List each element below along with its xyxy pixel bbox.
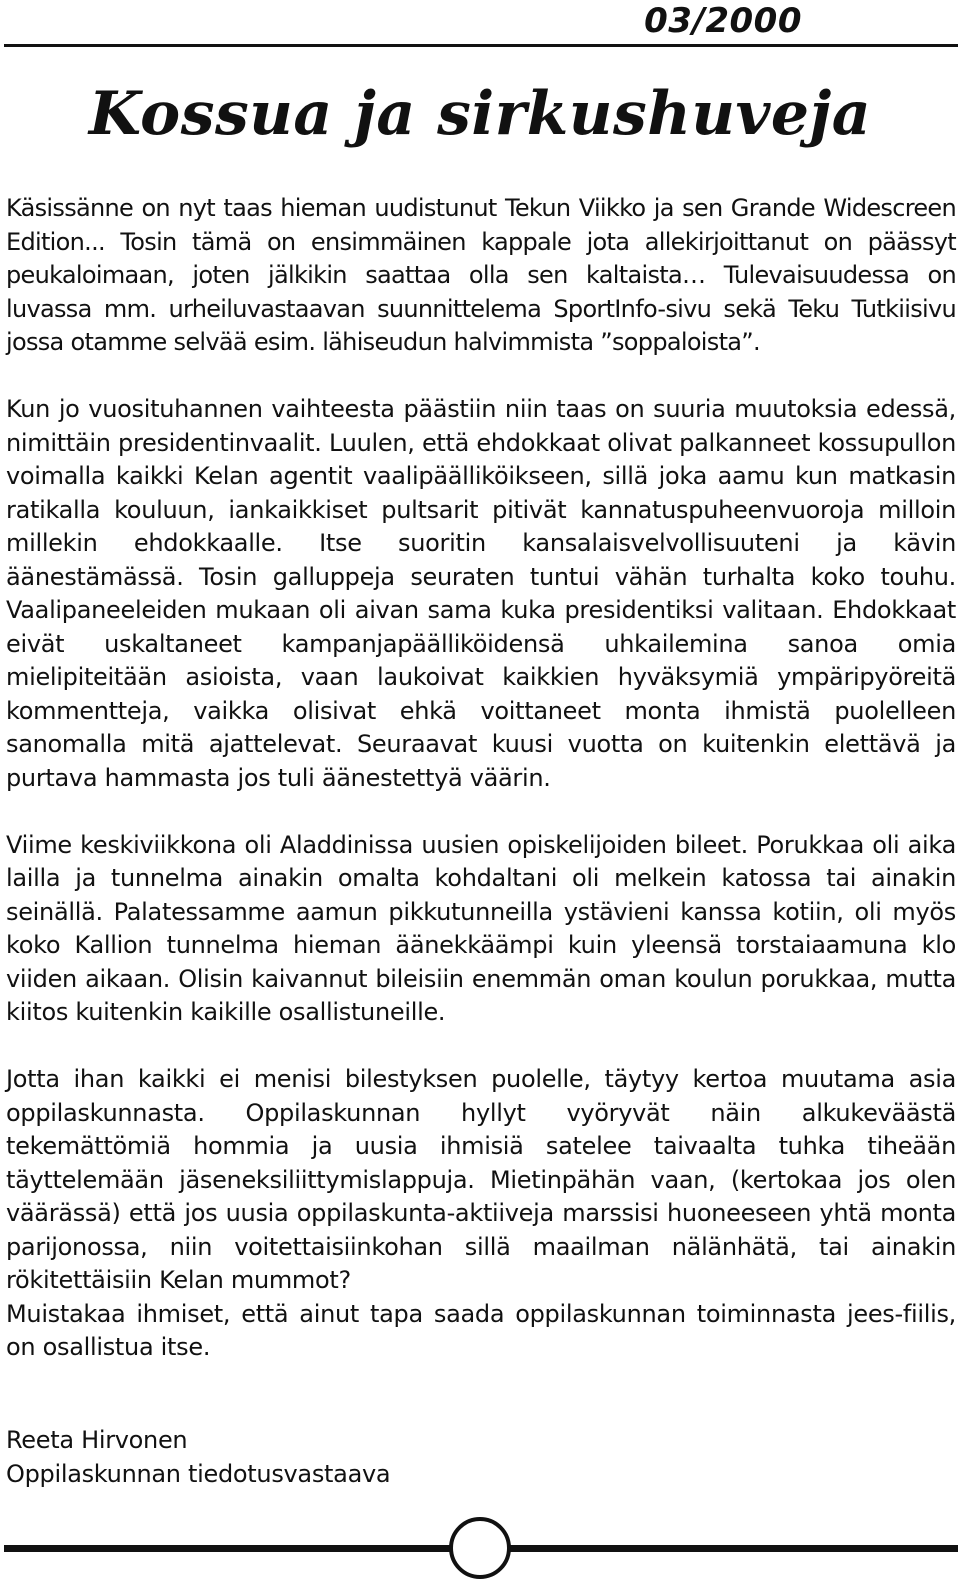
footer-circle-ornament [449, 1517, 511, 1579]
paragraph-intro: Käsissänne on nyt taas hieman uudistunut Tekun Viikko ja sen Grande Widescreen Edition... Tosin tämä on ensimmäinen kappale jota allekirjoittanut on päässyt peukaloimaan, joten jälkikin saattaa olla sen kaltaista… Tulevaisuudessa on luvassa mm. urheiluvastaavan suunnittelema SportInfo-sivu sekä Teku Tutkiisivu jossa otamme selvää esim. lähiseudun halvimmista ”soppaloista”. [6, 194, 956, 356]
paragraph-party: Viime keskiviikkona oli Aladdinissa uusien opiskelijoiden bileet. Porukkaa oli aika lailla ja tunnelma ainakin omalta kohdaltani oli melkein katossa tai ainakin seinällä. Palatessamme aamun pikkutunneilla ystävieni kanssa kotiin, oli myös koko Kallion tunnelma hieman äänekkäämpi kuin yleensä torstaiaamuna klo viiden aikaan. Olisin kaivannut bileisiin enemmän oman koulun porukkaa, mutta kiitos kuitenkin kaikille osallistuneille. [6, 830, 956, 1026]
article-title: Kossua ja sirkushuveja [88, 79, 872, 149]
header-divider [4, 44, 958, 47]
paragraph-elections: Kun jo vuosituhannen vaihteesta päästiin niin taas on suuria muutoksia edessä, nimittäin presidentinvaalit. Luulen, että ehdokkaat olivat palkanneet kossupullon voimalla kaikki Kelan agentit vaalipäälliköikseen, sillä joka aamu kun matkasin ratikalla kouluun, iankaikkiset pultsarit pitivät kannatuspuheenvuoroja milloin millekin ehdokkaalle. Itse suoritin kansalaisvelvollisuuteni ja kävin äänestämässä. Tosin galluppeja seuraten tuntui vähän turhalta koko touhu. Vaalipaneeleiden mukaan oli aivan sama kuka presidentiksi valitaan. Ehdokkaat eivät uskaltaneet kampanjapäälliköidensä uhkailemina sanoa omia mielipiteitään asioista, vaan laukoivat kaikkien hyväksymiä ympäripyöreitä kommentteja, vaikka olisivat ehkä voittaneet monta ihmistä puolelleen sanomalla mitä ajattelevat. Seuraavat kuusi vuotta on kuitenkin elettävä ja purtava hammasta jos tuli äänestettyä väärin. [6, 395, 956, 792]
paragraph-closing: Muistakaa ihmiset, että ainut tapa saada oppilaskunnan toiminnasta jees-fiilis, on osallistua itse. [6, 1299, 956, 1361]
issue-number: 03/2000 [644, 1, 802, 41]
signature-role: Oppilaskunnan tiedotusvastaava [6, 1459, 391, 1488]
signature [6, 1424, 390, 1491]
paragraph-student-union: Jotta ihan kaikki ei menisi bilestyksen puolelle, täytyy kertoa muutama asia oppilaskunnasta. Oppilaskunnan hyllyt vyöryvät näin alkukeväästä tekemättömiä hommia ja uusia ihmisiä satelee taivaalta tuhka tiheään täyttelemään jäseneksiliittymislappuja. Mietinpähän vaan, (kertokaa jos olen väärässä) että jos uusia oppilaskunta-aktiiveja marssisi huoneeseen yhtä monta parijonossa, niin voitettaisiinkohan sillä maailman nälänhätä, tai ainakin rökitettäisiin Kelan mummot? [6, 1065, 956, 1294]
signature-name: Reeta Hirvonen [6, 1426, 188, 1454]
article-body [6, 192, 956, 1365]
